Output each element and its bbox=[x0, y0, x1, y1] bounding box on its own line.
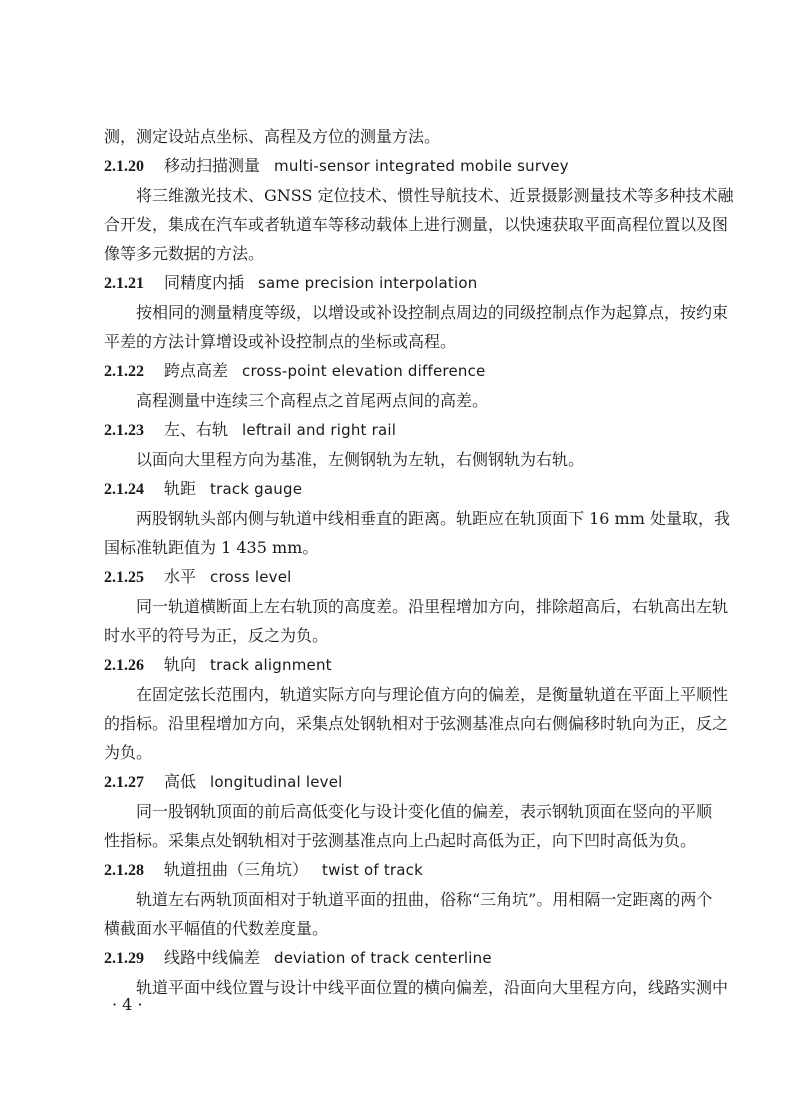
definition-line: 轨道左右两轨顶面相对于轨道平面的扭曲，俗称“三角坑”。用相隔一定距离的两个 bbox=[136, 890, 713, 909]
definition-line: 将三维激光技术、GNSS 定位技术、惯性导航技术、近景摄影测量技术等多种技术融 bbox=[136, 186, 734, 205]
page-number: · 4 · bbox=[112, 995, 143, 1014]
term-chinese: 移动扫描测量 bbox=[164, 156, 261, 175]
definition-line: 以面向大里程方向为基准，左侧钢轨为左轨，右侧钢轨为右轨。 bbox=[136, 450, 585, 469]
term-number: 2.1.26 bbox=[104, 657, 144, 674]
term-number: 2.1.24 bbox=[104, 481, 144, 498]
term-heading bbox=[104, 474, 696, 504]
term-english: multi-sensor integrated mobile survey bbox=[274, 157, 569, 175]
term-chinese: 轨距 bbox=[164, 479, 197, 498]
definition-line: 同一轨道横断面上左右轨顶的高度差。沿里程增加方向，排除超高后，右轨高出左轨 bbox=[136, 597, 729, 616]
term-number: 2.1.23 bbox=[104, 422, 144, 439]
definition-line: 按相同的测量精度等级，以增设或补设控制点周边的同级控制点作为起算点，按约束 bbox=[136, 303, 729, 322]
intro-tail-text: 测，测定设站点坐标、高程及方位的测量方法。 bbox=[104, 127, 441, 146]
definition-line: 为负。 bbox=[104, 743, 153, 762]
term-number: 2.1.20 bbox=[104, 158, 144, 175]
term-english: track alignment bbox=[210, 656, 332, 674]
term-english: longitudinal level bbox=[210, 773, 343, 791]
term-chinese: 高低 bbox=[164, 772, 197, 791]
term-heading bbox=[104, 356, 696, 386]
definition-line: 性指标。采集点处钢轨相对于弦测基准点向上凸起时高低为正，向下凹时高低为负。 bbox=[104, 831, 697, 850]
term-heading bbox=[104, 151, 696, 181]
term-heading bbox=[104, 943, 696, 973]
term-heading bbox=[104, 268, 696, 298]
term-english: deviation of track centerline bbox=[274, 949, 492, 967]
term-english: twist of track bbox=[322, 861, 423, 879]
term-number: 2.1.29 bbox=[104, 950, 144, 967]
term-chinese: 左、右轨 bbox=[164, 420, 229, 439]
definition-line: 轨道平面中线位置与设计中线平面位置的横向偏差，沿面向大里程方向，线路实测中 bbox=[136, 978, 729, 997]
definition-line: 时水平的符号为正，反之为负。 bbox=[104, 626, 329, 645]
term-number: 2.1.21 bbox=[104, 275, 144, 292]
definition-line: 高程测量中连续三个高程点之首尾两点间的高差。 bbox=[136, 391, 489, 410]
term-chinese: 水平 bbox=[164, 567, 197, 586]
term-number: 2.1.25 bbox=[104, 569, 144, 586]
term-english: track gauge bbox=[210, 480, 303, 498]
document-body bbox=[104, 122, 734, 1002]
definition-line: 横截面水平幅值的代数差度量。 bbox=[104, 919, 329, 938]
term-chinese: 轨道扭曲（三角坑） bbox=[164, 860, 309, 879]
definition-line: 合开发，集成在汽车或者轨道车等移动载体上进行测量，以快速获取平面高程位置以及图 bbox=[104, 215, 729, 234]
term-chinese: 跨点高差 bbox=[164, 361, 229, 380]
term-number: 2.1.27 bbox=[104, 774, 144, 791]
entry-list bbox=[104, 151, 734, 1002]
definition-line: 在固定弦长范围内，轨道实际方向与理论值方向的偏差，是衡量轨道在平面上平顺性 bbox=[136, 685, 729, 704]
term-heading bbox=[104, 562, 696, 592]
definition-line: 国标准轨距值为 1 435 mm。 bbox=[104, 538, 319, 557]
term-chinese: 线路中线偏差 bbox=[164, 948, 261, 967]
definition-line: 的指标。沿里程增加方向，采集点处钢轨相对于弦测基准点向右侧偏移时轨向为正，反之 bbox=[104, 714, 729, 733]
term-english: same precision interpolation bbox=[258, 274, 478, 292]
term-chinese: 同精度内插 bbox=[164, 273, 245, 292]
term-english: leftrail and right rail bbox=[242, 421, 397, 439]
term-chinese: 轨向 bbox=[164, 655, 197, 674]
term-english: cross-point elevation difference bbox=[242, 362, 486, 380]
term-heading bbox=[104, 855, 696, 885]
definition-line: 平差的方法计算增设或补设控制点的坐标或高程。 bbox=[104, 332, 457, 351]
term-heading bbox=[104, 415, 696, 445]
term-number: 2.1.22 bbox=[104, 363, 144, 380]
definition-line: 两股钢轨头部内侧与轨道中线相垂直的距离。轨距应在轨顶面下 16 mm 处量取，我 bbox=[136, 509, 730, 528]
term-number: 2.1.28 bbox=[104, 862, 144, 879]
term-english: cross level bbox=[210, 568, 292, 586]
definition-line: 像等多元数据的方法。 bbox=[104, 244, 265, 263]
term-heading bbox=[104, 767, 696, 797]
definition-line: 同一股钢轨顶面的前后高低变化与设计变化值的偏差，表示钢轨顶面在竖向的平顺 bbox=[136, 802, 713, 821]
term-heading bbox=[104, 650, 696, 680]
